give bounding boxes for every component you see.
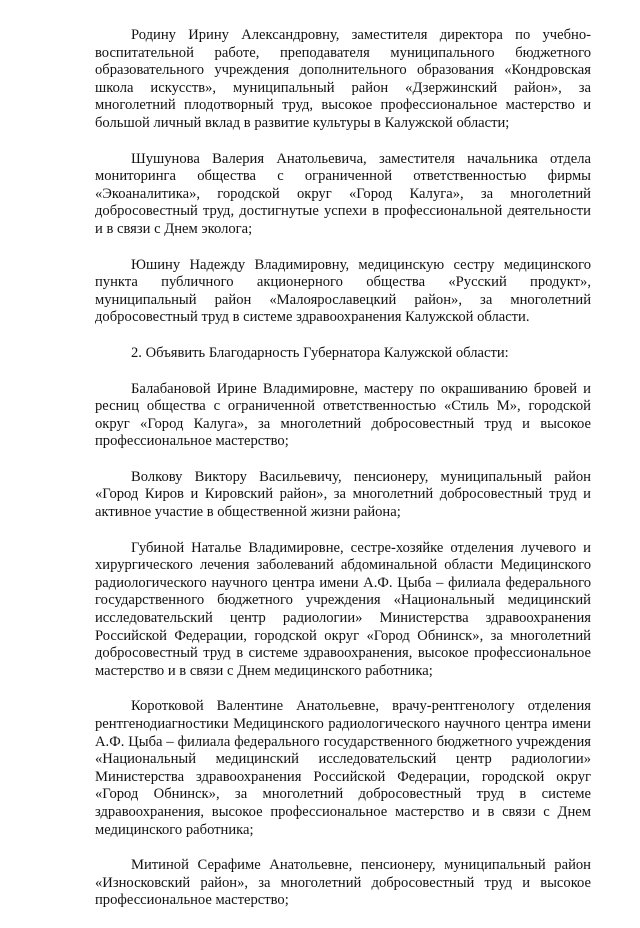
paragraph-shushunov: Шушунова Валерия Анатольевича, заместителя начальника отдела мониторинга общества с ограниченной ответственностью фирмы «Экоаналитика», городской округ «Город Калуга», за многолетний добросовестный труд, достигнутые успехи в профессиональной деятельности и в связи с Днем эколога;: [95, 150, 591, 237]
paragraph-rodina: Родину Ирину Александровну, заместителя директора по учебно-воспитательной работе, преподавателя муниципального бюджетного образовательного учреждения дополнительного образования «Кондровская школа искусств», муниципальный район «Дзержинский район», за многолетний плодотворный труд, высокое профессиональное мастерство и большой личный вклад в развитие культуры в Калужской области;: [95, 27, 591, 131]
document-body: [95, 27, 591, 928]
paragraph-korotkova: Коротковой Валентине Анатольевне, врачу-рентгенологу отделения рентгенодиагностики Медицинского радиологического научного центра имени А.Ф. Цыба – филиала федерального государственного бюджетного учреждения «Национальный медицинский исследовательский центр радиологии» Министерства здравоохранения Российской Федерации, городской округ «Город Обнинск», за многолетний добросовестный труд в системе здравоохранения, высокое профессиональное мастерство и в связи с Днем медицинского работника;: [95, 698, 591, 838]
paragraph-volkov: Волкову Виктору Васильевичу, пенсионеру, муниципальный район «Город Киров и Кировский район», за многолетний добросовестный труд и активное участие в общественной жизни района;: [95, 468, 591, 521]
paragraph-gubina: Губиной Наталье Владимировне, сестре-хозяйке отделения лучевого и хирургического лечения заболеваний абдоминальной области Медицинского радиологического научного центра имени А.Ф. Цыба – филиала федерального государственного бюджетного учреждения «Национальный медицинский исследовательский центр радиологии» Министерства здравоохранения Российской Федерации, городской округ «Город Обнинск», за многолетний добросовестный труд в системе здравоохранения, высокое профессиональное мастерство и в связи с Днем медицинского работника;: [95, 539, 591, 679]
paragraph-mitina: Митиной Серафиме Анатольевне, пенсионеру, муниципальный район «Износковский район», за многолетний добросовестный труд и высокое профессиональное мастерство;: [95, 857, 591, 909]
paragraph-balabanova: Балабановой Ирине Владимировне, мастеру по окрашиванию бровей и ресниц общества с ограниченной ответственностью «Стиль М», городской округ «Город Калуга», за многолетний добросовестный труд и высокое профессиональное мастерство;: [95, 380, 591, 450]
paragraph-yushina: Юшину Надежду Владимировну, медицинскую сестру медицинского пункта публичного акционерного общества «Русский продукт», муниципальный район «Малоярославецкий район», за многолетний добросовестный труд в системе здравоохранения Калужской области.: [95, 256, 591, 326]
section-heading-gratitude: 2. Объявить Благодарность Губернатора Калужской области:: [131, 344, 509, 361]
